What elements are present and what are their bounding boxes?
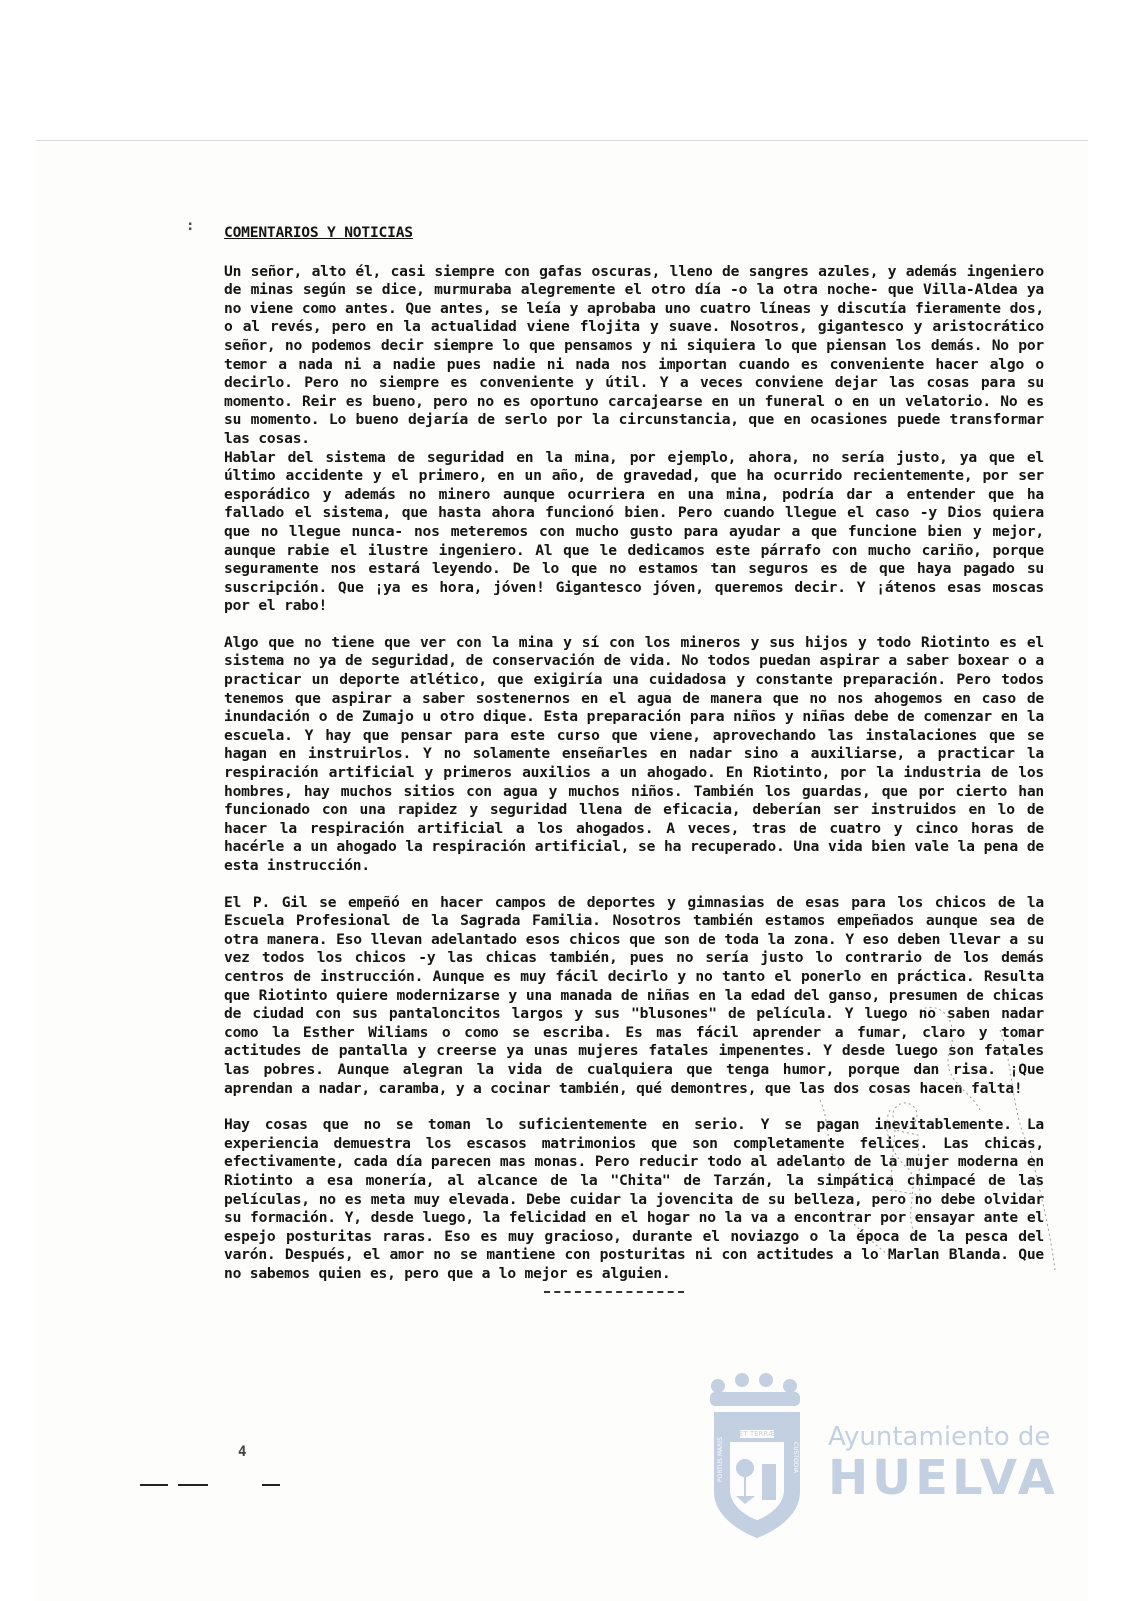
watermark-text [828,1422,1059,1504]
article-heading: COMENTARIOS Y NOTICIAS [224,224,413,241]
faded-sketch-illustration [800,990,1060,1300]
shield-word-top: ET TERRÆ [738,1430,776,1438]
margin-mark: 4 [238,1444,247,1460]
end-separator [544,1291,684,1293]
huelva-watermark [700,1372,1059,1542]
margin-mark: : [186,218,195,234]
paragraph-5: Hay cosas que no se toman lo suficientemente en serio. Y se pagan inevitablemente. La experiencia demuestra los escasos matrimonios que son completamente felices. Las chicas, efectivamente, cada día parecen mas monas. Pero reducir todo al adelanto de la mujer moderna en Riotinto a esa monería, al alcance de la "Chita" de Tarzán, la simpática chimpacé de las películas, no es meta muy elevada. Debe cuidar la jovencita de su belleza, pero no debe olvidar su formación. Y, desde luego, la felicidad en el hogar no la va a encontrar por ensayar ante el espejo posturitas raras. Eso es muy gracioso, durante el noviazgo o la época de la pesca del varón. Después, el amor no se mantiene con posturitas ni con actitudes a lo Marlan Blanda. Que no sabemos quien es, pero que a lo mejor es alguien. [224,1116,1044,1282]
paragraph-1: Un señor, alto él, casi siempre con gafas oscuras, lleno de sangres azules, y además ingeniero de minas según se dice, murmuraba alegremente el otro día -o la otra noche- que Villa-Aldea ya no viene como antes. Que antes, se leía y aprobaba uno cuatro líneas y discutía fieramente dos, o al revés, pero en la actualidad viene flojita y suave. Nosotros, gigantesco y aristocrático señor, no podemos decir siempre lo que pensamos y ni siquiera lo que piensan los demás. No por temor a nada ni a nadie pues nadie ni nada nos importan cuando es conveniente hacer algo o decirlo. Pero no siempre es conveniente y útil. Y a veces conviene dejar las cosas para su momento. Reir es bueno, pero no es oportuno carcajearse en un funeral o en un velatorio. No es su momento. Lo bueno dejaría de serlo por la circunstancia, que en ocasiones puede transformar las cosas. [224,262,1044,447]
paragraph-2: Hablar del sistema de seguridad en la mina, por ejemplo, ahora, no sería justo, ya que el último accidente y el primero, en un año, de gravedad, que ha ocurrido recientemente, por ser esporádico y además no minero aunque ocurriera en una mina, podría dar a entender que ha fallado el sistema, que hasta ahora funcionó bien. Pero cuando llegue el caso -y Dios quiera que no llegue nunca- nos meteremos con mucho gusto para ayudar a que funcione bien y mejor, aunque rabie el ilustre ingeniero. Al que le dedicamos este párrafo con mucho cariño, porque seguramente nos estará leyendo. De lo que no estamos tan seguros es de que haya pagado su suscripción. Que ¡ya es hora, jóven! Gigantesco jóven, queremos decir. Y ¡átenos esas moscas por el rabo! [224,448,1044,615]
watermark-line-2: HUELVA [828,1450,1059,1506]
margin-dash [262,1484,280,1486]
city-shield-icon [700,1372,820,1542]
margin-dash [178,1484,208,1486]
paragraph-4: El P. Gil se empeñó en hacer campos de deportes y gimnasias de esas para los chicos de la Escuela Profesional de la Sagrada Familia. Nosotros también estamos empeñados aunque sea de otra manera. Eso llevan adelantado esos chicos que son de toda la zona. Y eso deben llevar a su vez todos los chicos -y las chicas también, pues no sería justo lo contrario de los demás centros de instrucción. Aunque es muy fácil decirlo y no tanto el ponerlo en práctica. Resulta que Riotinto quiere modernizarse y una manada de niñas en la edad del ganso, presumen de chicas de ciudad con sus pantaloncitos largos y sus "blusones" de película. Y luego no saben nadar como la Esther Wiliams o como se escriba. Es mas fácil aprender a fumar, claro y tomar actitudes de pantalla y creerse ya unas mujeres fatales impenentes. Y desde luego son fatales las pobres. Aunque alegran la vida de cualquiera que tenga humor, porque dan risa. ¡Que aprendan a nadar, caramba, y a cocinar también, qué demontres, que las dos cosas hacen falta! [224,893,1044,1097]
shield-word-left: PORTUS MARIS [717,1437,724,1482]
shield-word-right: CUSTODIA [792,1442,799,1474]
watermark-line-1: Ayuntamiento de [828,1422,1051,1452]
margin-dash [140,1484,168,1486]
paragraph-3: Algo que no tiene que ver con la mina y sí con los mineros y sus hijos y todo Riotinto es el sistema no ya de seguridad, de conservación de vida. No todos puedan aspirar a saber boxear o a practicar un deporte atlético, que exigiría una cuidadosa y constante preparación. Pero todos tenemos que aspirar a saber sostenernos en el agua de manera que no nos ahogemos en caso de inundación o de Zumajo u otro dique. Esta preparación para niños y niñas debe de comenzar en la escuela. Y hay que pensar para este curso que viene, aprovechando las instalaciones que se hagan en instruirlos. Y no solamente enseñarles en nadar sino a auxiliarse, a practicar la respiración artificial y primeros auxilios a un ahogado. En Riotinto, por la industria de los hombres, hay muchos sitios con agua y muchos niños. También los guardas, que por cierto han funcionado con una rapidez y seguridad llena de eficacia, deberían ser instruidos en lo de hacer la respiración artificial a los ahogados. A veces, tras de cuatro y cinco horas de hacérle a un ahogado la respiración artificial, se ha recuperado. Una vida bien vale la pena de esta instrucción. [224,633,1044,874]
